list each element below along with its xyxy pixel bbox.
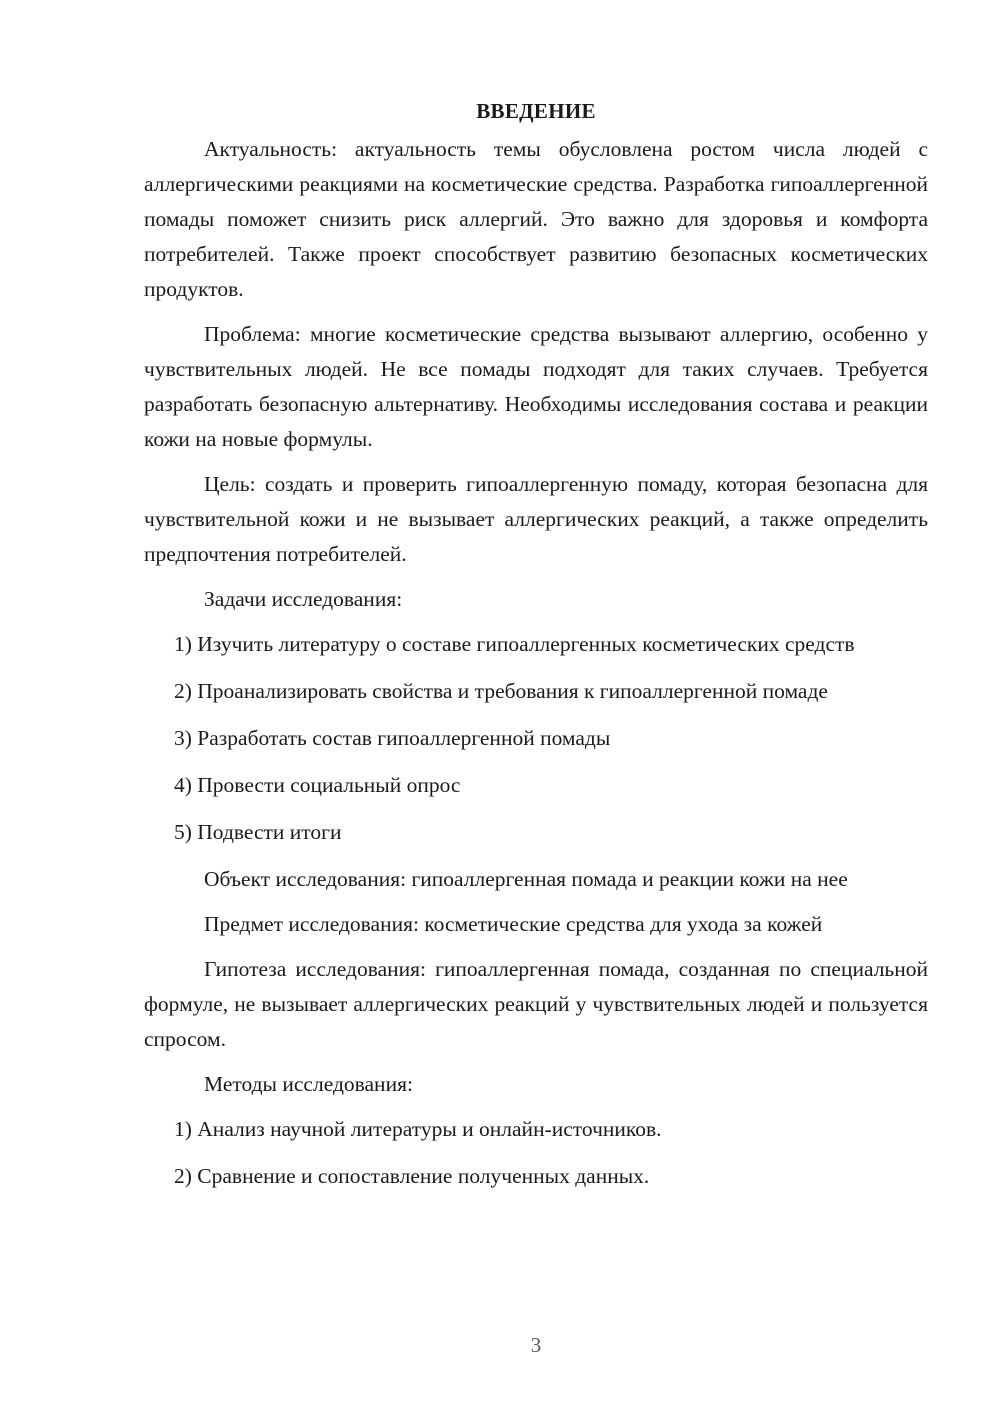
section-title: ВВЕДЕНИЕ [476,99,596,123]
method-item: 2) Сравнение и сопоставление полученных данных. [174,1164,650,1188]
tasks-heading: Задачи исследования: [204,587,403,611]
task-item: 5) Подвести итоги [174,820,342,844]
problem-paragraph: Проблема: многие косметические средства вызывают аллергию, особенно у чувствительных людей. Не все помады подходят для таких случаев. Требуется разработать безопасную альтернативу. Необходимы исследования состава и реакции кожи на новые формулы. [144,322,928,451]
task-item: 4) Провести социальный опрос [174,773,461,797]
tasks-list [144,627,928,850]
task-item: 3) Разработать состав гипоаллергенной помады [174,726,611,750]
goal-paragraph: Цель: создать и проверить гипоаллергенную помаду, которая безопасна для чувствительной кожи и не вызывает аллергических реакций, а также определить предпочтения потребителей. [144,472,928,566]
subject-paragraph: Предмет исследования: косметические средства для ухода за кожей [204,912,823,936]
relevance-paragraph: Актуальность: актуальность темы обусловлена ростом числа людей с аллергическими реакциями на косметические средства. Разработка гипоаллергенной помады поможет снизить риск аллергий. Это важно для здоровья и комфорта потребителей. Также проект способствует развитию безопасных косметических продуктов. [144,137,928,301]
method-item: 1) Анализ научной литературы и онлайн-источников. [174,1117,662,1141]
methods-heading: Методы исследования: [204,1072,413,1096]
page-number: 3 [530,1333,542,1357]
task-item: 2) Проанализировать свойства и требования к гипоаллергенной помаде [174,679,828,703]
object-paragraph: Объект исследования: гипоаллергенная помада и реакции кожи на нее [204,867,848,891]
methods-list [144,1112,928,1194]
task-item: 1) Изучить литературу о составе гипоаллергенных косметических средств [174,632,855,656]
hypothesis-paragraph: Гипотеза исследования: гипоаллергенная помада, созданная по специальной формуле, не вызывает аллергических реакций у чувствительных людей и пользуется спросом. [144,957,928,1051]
